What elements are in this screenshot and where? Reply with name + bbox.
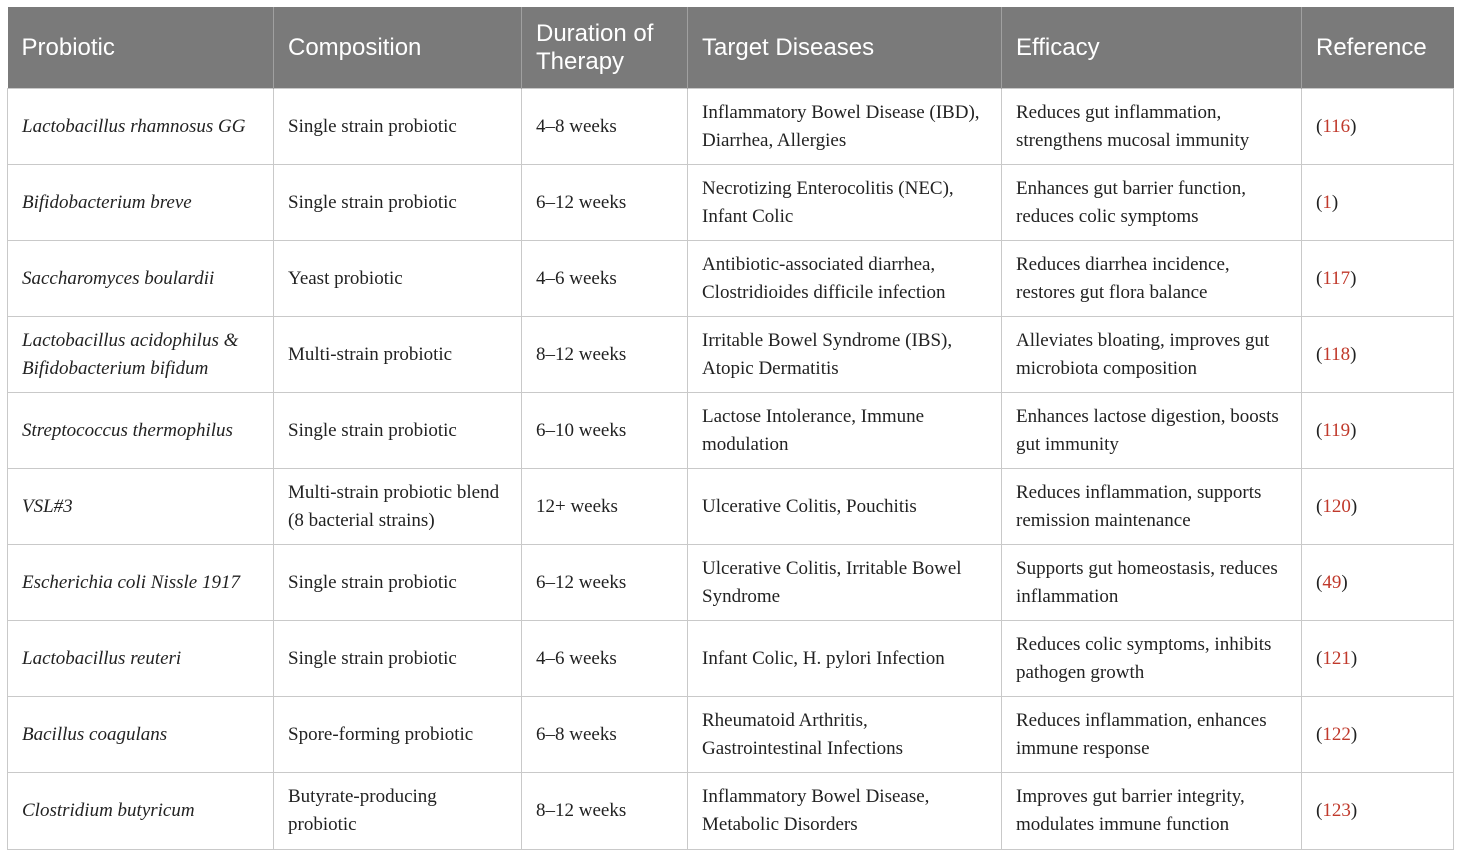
table-row (8, 393, 1454, 469)
cell-duration: 4–6 weeks (522, 621, 688, 697)
cell-probiotic: Escherichia coli Nissle 1917 (8, 545, 274, 621)
cell-reference: (122) (1302, 697, 1454, 773)
cell-efficacy: Reduces diarrhea incidence, restores gut flora balance (1002, 241, 1302, 317)
reference-link[interactable]: 49 (1322, 571, 1342, 593)
cell-probiotic: Streptococcus thermophilus (8, 393, 274, 469)
cell-reference: (1) (1302, 165, 1454, 241)
cell-composition: Butyrate-producing probiotic (274, 773, 522, 850)
probiotics-table-container (7, 7, 1453, 850)
cell-efficacy: Enhances lactose digestion, boosts gut immunity (1002, 393, 1302, 469)
reference-link[interactable]: 122 (1322, 723, 1351, 745)
cell-target-diseases: Necrotizing Enterocolitis (NEC), Infant Colic (688, 165, 1002, 241)
header-row (8, 7, 1454, 89)
cell-probiotic: Lactobacillus acidophilus & Bifidobacterium bifidum (8, 317, 274, 393)
table-row (8, 89, 1454, 165)
cell-composition: Single strain probiotic (274, 393, 522, 469)
cell-duration: 4–8 weeks (522, 89, 688, 165)
table-row (8, 545, 1454, 621)
header-target-diseases: Target Diseases (688, 7, 1002, 89)
cell-efficacy: Alleviates bloating, improves gut microbiota composition (1002, 317, 1302, 393)
reference-link[interactable]: 119 (1322, 419, 1351, 441)
reference-link[interactable]: 117 (1322, 267, 1351, 289)
cell-composition: Single strain probiotic (274, 621, 522, 697)
cell-duration: 6–10 weeks (522, 393, 688, 469)
table-header (8, 7, 1454, 89)
cell-target-diseases: Ulcerative Colitis, Pouchitis (688, 469, 1002, 545)
cell-efficacy: Reduces gut inflammation, strengthens mucosal immunity (1002, 89, 1302, 165)
table-row (8, 165, 1454, 241)
cell-reference: (119) (1302, 393, 1454, 469)
cell-composition: Single strain probiotic (274, 165, 522, 241)
cell-composition: Multi-strain probiotic (274, 317, 522, 393)
reference-link[interactable]: 118 (1322, 343, 1351, 365)
cell-duration: 8–12 weeks (522, 773, 688, 850)
cell-reference: (121) (1302, 621, 1454, 697)
table-row (8, 241, 1454, 317)
cell-probiotic: Clostridium butyricum (8, 773, 274, 850)
cell-target-diseases: Inflammatory Bowel Disease (IBD), Diarrhea, Allergies (688, 89, 1002, 165)
cell-reference: (117) (1302, 241, 1454, 317)
cell-reference: (118) (1302, 317, 1454, 393)
cell-reference: (49) (1302, 545, 1454, 621)
cell-target-diseases: Infant Colic, H. pylori Infection (688, 621, 1002, 697)
cell-duration: 6–12 weeks (522, 165, 688, 241)
cell-efficacy: Supports gut homeostasis, reduces inflammation (1002, 545, 1302, 621)
reference-link[interactable]: 123 (1322, 800, 1351, 821)
cell-reference: (123) (1302, 773, 1454, 850)
table-row (8, 469, 1454, 545)
cell-composition: Multi-strain probiotic blend (8 bacterial strains) (274, 469, 522, 545)
cell-target-diseases: Rheumatoid Arthritis, Gastrointestinal Infections (688, 697, 1002, 773)
reference-link[interactable]: 116 (1322, 115, 1351, 137)
cell-duration: 8–12 weeks (522, 317, 688, 393)
cell-target-diseases: Lactose Intolerance, Immune modulation (688, 393, 1002, 469)
cell-target-diseases: Antibiotic-associated diarrhea, Clostridioides difficile infection (688, 241, 1002, 317)
cell-probiotic: Bifidobacterium breve (8, 165, 274, 241)
cell-efficacy: Reduces colic symptoms, inhibits pathogen growth (1002, 621, 1302, 697)
table-row (8, 317, 1454, 393)
cell-target-diseases: Inflammatory Bowel Disease, Metabolic Disorders (688, 773, 1002, 850)
cell-efficacy: Enhances gut barrier function, reduces colic symptoms (1002, 165, 1302, 241)
cell-efficacy: Improves gut barrier integrity, modulates immune function (1002, 773, 1302, 850)
cell-duration: 4–6 weeks (522, 241, 688, 317)
header-reference: Reference (1302, 7, 1454, 89)
table-row (8, 773, 1454, 850)
cell-reference: (116) (1302, 89, 1454, 165)
cell-composition: Single strain probiotic (274, 89, 522, 165)
cell-probiotic: Saccharomyces boulardii (8, 241, 274, 317)
table-row (8, 697, 1454, 773)
table-row (8, 621, 1454, 697)
header-duration: Duration of Therapy (522, 7, 688, 89)
cell-reference: (120) (1302, 469, 1454, 545)
cell-target-diseases: Ulcerative Colitis, Irritable Bowel Syndrome (688, 545, 1002, 621)
cell-probiotic: Bacillus coagulans (8, 697, 274, 773)
cell-duration: 6–8 weeks (522, 697, 688, 773)
header-probiotic: Probiotic (8, 7, 274, 89)
cell-duration: 6–12 weeks (522, 545, 688, 621)
cell-probiotic: VSL#3 (8, 469, 274, 545)
reference-link[interactable]: 120 (1322, 495, 1351, 517)
cell-efficacy: Reduces inflammation, enhances immune response (1002, 697, 1302, 773)
cell-composition: Spore-forming probiotic (274, 697, 522, 773)
cell-probiotic: Lactobacillus reuteri (8, 621, 274, 697)
cell-duration: 12+ weeks (522, 469, 688, 545)
table-body (8, 89, 1454, 850)
header-efficacy: Efficacy (1002, 7, 1302, 89)
reference-link[interactable]: 1 (1322, 191, 1332, 213)
cell-efficacy: Reduces inflammation, supports remission maintenance (1002, 469, 1302, 545)
cell-composition: Single strain probiotic (274, 545, 522, 621)
cell-probiotic: Lactobacillus rhamnosus GG (8, 89, 274, 165)
cell-target-diseases: Irritable Bowel Syndrome (IBS), Atopic Dermatitis (688, 317, 1002, 393)
reference-link[interactable]: 121 (1322, 647, 1351, 669)
cell-composition: Yeast probiotic (274, 241, 522, 317)
header-composition: Composition (274, 7, 522, 89)
probiotics-table (7, 7, 1454, 850)
